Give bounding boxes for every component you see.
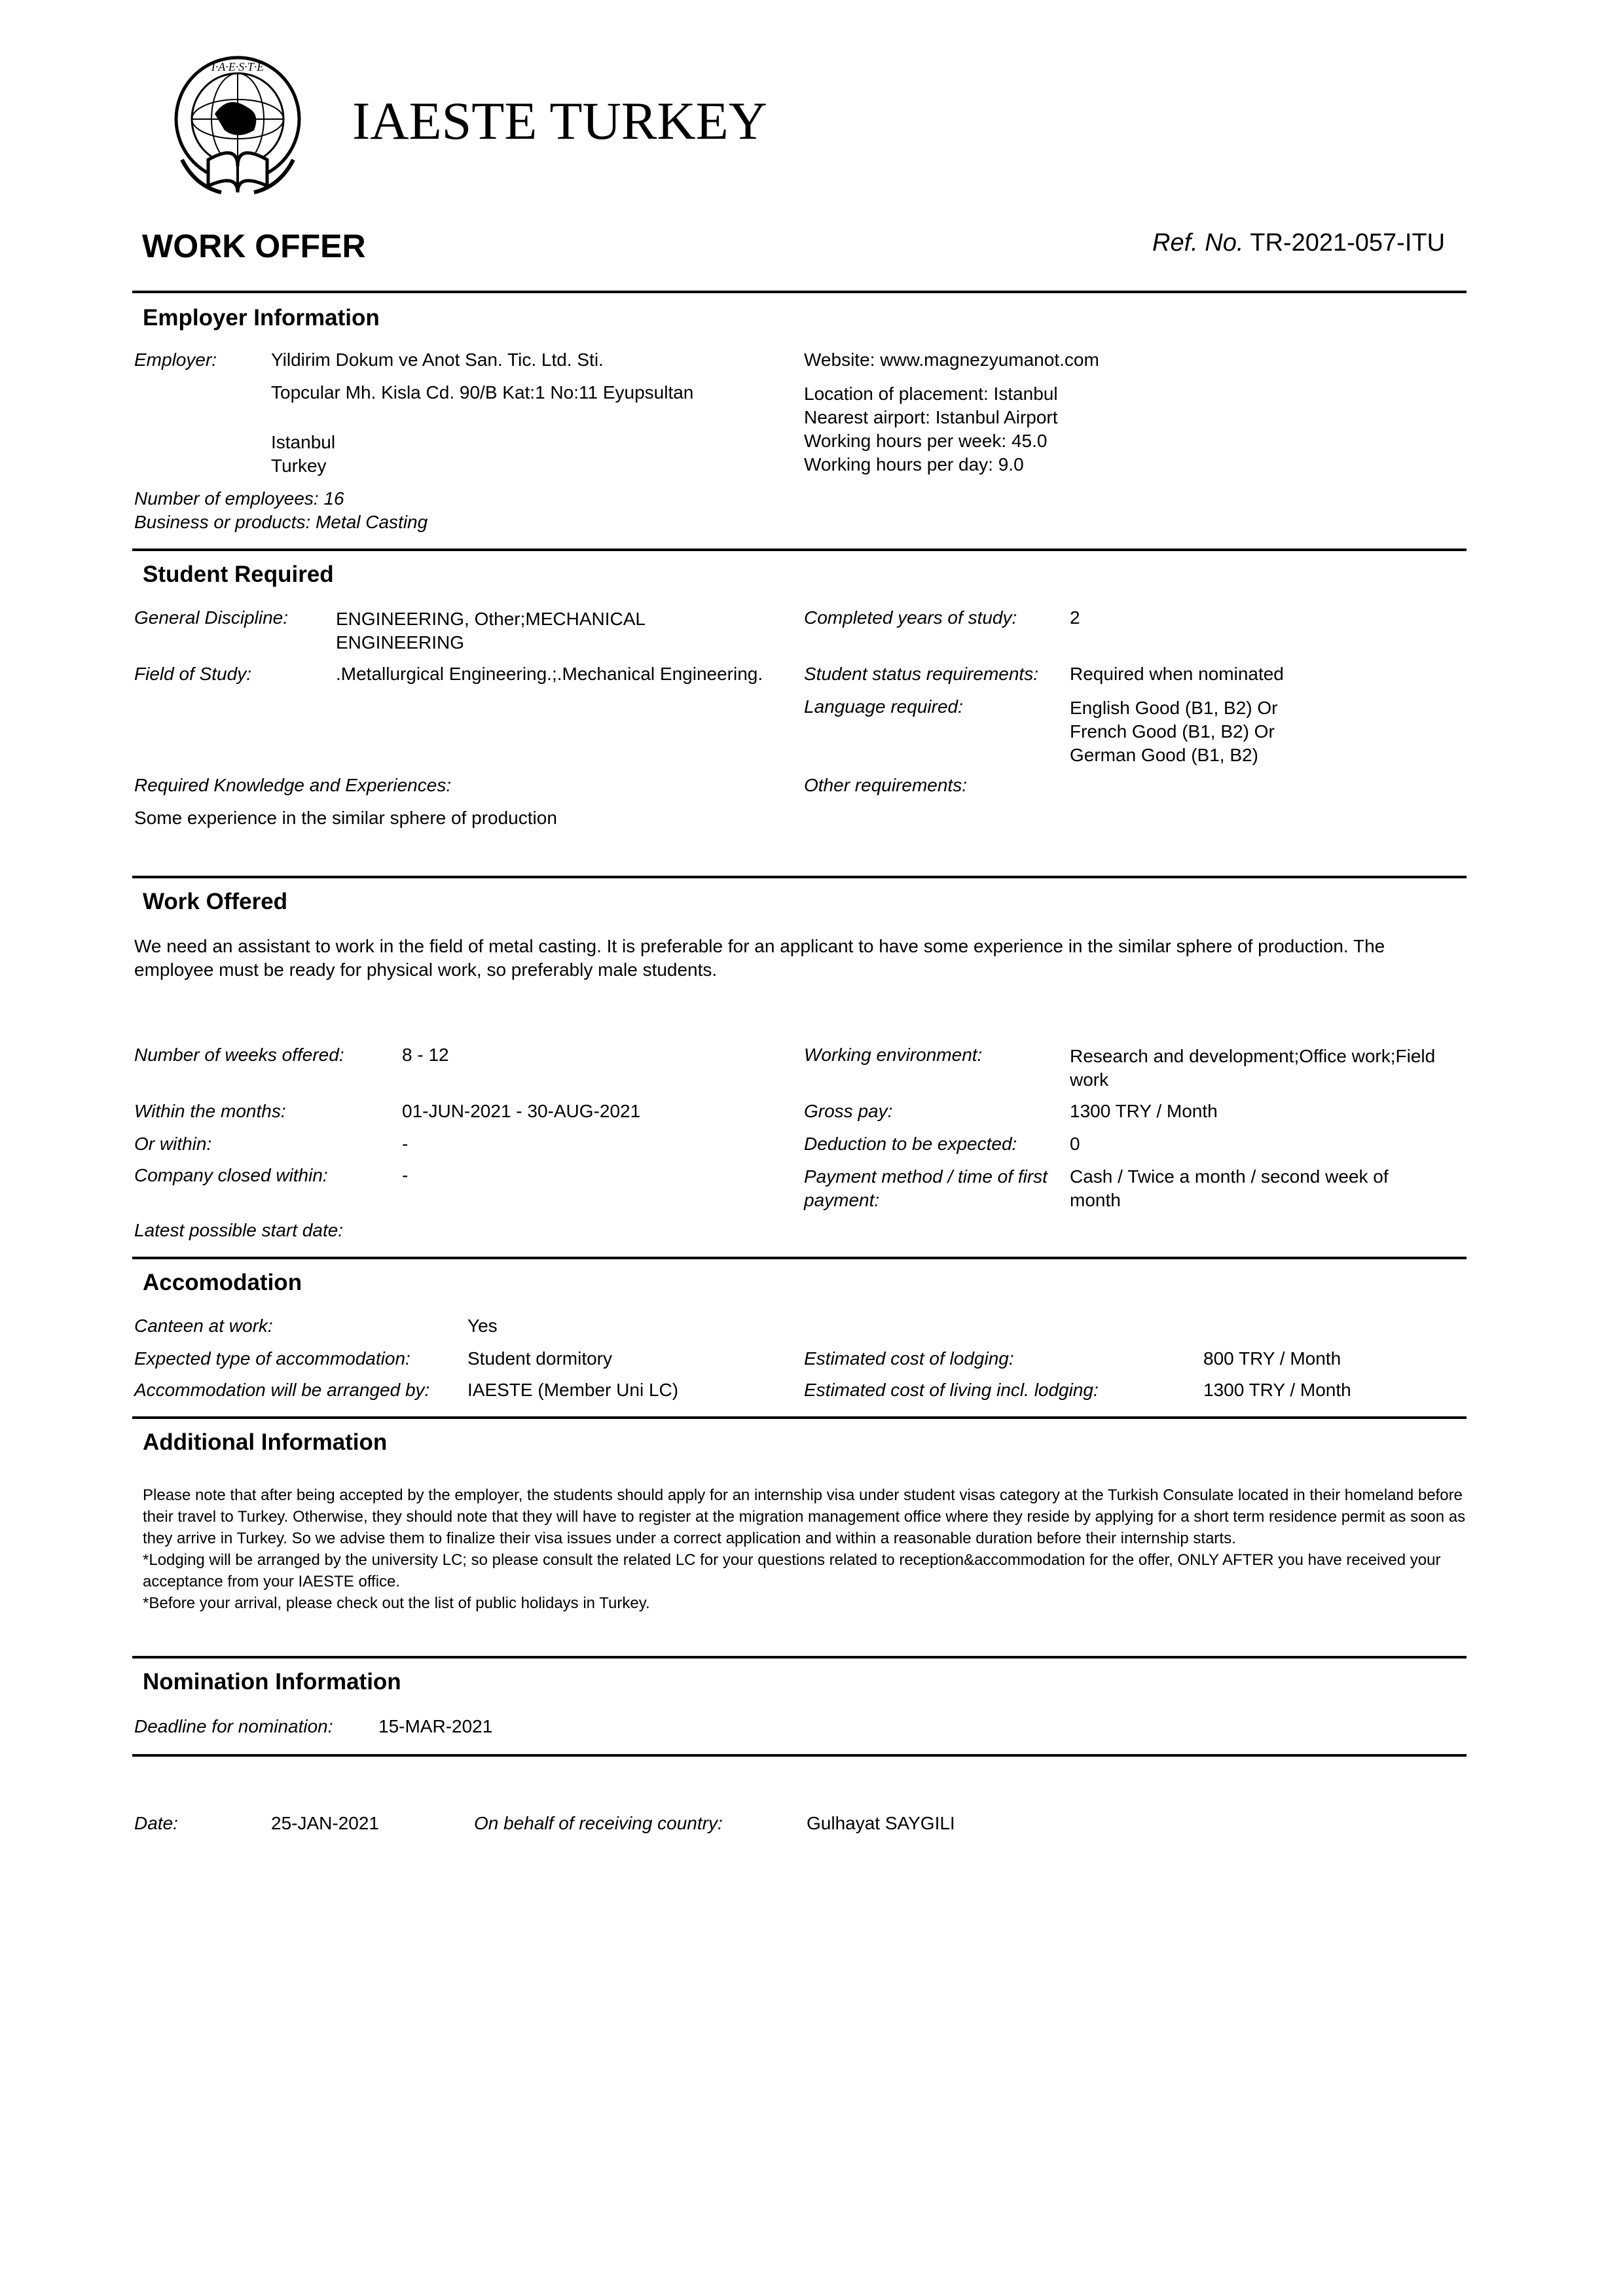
placement-location: Location of placement: Istanbul	[804, 384, 1058, 404]
or-within-label: Or within:	[134, 1134, 212, 1154]
org-name: IAESTE TURKEY	[352, 91, 767, 151]
closed-label: Company closed within:	[134, 1165, 328, 1185]
business-products: Business or products: Metal Casting	[134, 512, 428, 532]
environment-line: Research and development;Office work;Field	[1070, 1046, 1436, 1066]
months-value: 01-JUN-2021 - 30-AUG-2021	[402, 1101, 641, 1121]
living-cost-label: Estimated cost of living incl. lodging:	[804, 1380, 1099, 1400]
lodging-cost-label: Estimated cost of lodging:	[804, 1348, 1014, 1369]
environment-label: Working environment:	[804, 1045, 983, 1065]
other-requirements-label: Other requirements:	[804, 775, 967, 795]
section-title-student: Student Required	[143, 562, 334, 587]
hours-per-week: Working hours per week: 45.0	[804, 431, 1048, 451]
date-value: 25-JAN-2021	[271, 1813, 379, 1833]
signatory-name: Gulhayat SAYGILI	[807, 1813, 955, 1833]
svg-text:I·A·E·S·T·E: I·A·E·S·T·E	[211, 60, 264, 73]
employer-city: Istanbul	[271, 432, 336, 452]
latest-start-label: Latest possible start date:	[134, 1220, 344, 1240]
years-value: 2	[1070, 607, 1080, 628]
divider	[132, 1656, 1467, 1659]
additional-paragraph: Please note that after being accepted by the employer, the students should apply for an internship visa under student visas category at the Turkish Consulate located in their homeland before their travel to Turkey. Otherwise, they should note that they will have to register at the migration management office where they reside by applying for a short term residence permit as soon as they arrive in Turkey. So we advise them to finalize their visa issues under a correct application and within a reasonable duration before their internship starts.	[143, 1486, 1466, 1547]
deadline-value: 15-MAR-2021	[378, 1716, 493, 1736]
environment-value	[1070, 1045, 1435, 1092]
weeks-value: 8 - 12	[402, 1045, 449, 1065]
employer-website: Website: www.magnezyumanot.com	[804, 350, 1099, 370]
nearest-airport: Nearest airport: Istanbul Airport	[804, 407, 1058, 427]
arranged-by-value: IAESTE (Member Uni LC)	[467, 1380, 679, 1400]
knowledge-label: Required Knowledge and Experiences:	[134, 775, 452, 795]
discipline-line: ENGINEERING, Other;MECHANICAL	[336, 609, 646, 629]
canteen-label: Canteen at work:	[134, 1316, 273, 1336]
divider	[132, 1416, 1467, 1419]
employer-country: Turkey	[271, 456, 327, 476]
placement-details	[804, 382, 1058, 476]
date-label: Date:	[134, 1813, 178, 1833]
discipline-label: General Discipline:	[134, 607, 288, 628]
work-description: We need an assistant to work in the field of metal casting. It is preferable for an applicant to have some experience in the similar sphere of production. The employee must be ready for physical work, so preferably male students.	[134, 936, 1385, 980]
section-title-accommodation: Accomodation	[143, 1270, 302, 1295]
section-title-work: Work Offered	[143, 889, 288, 914]
divider	[132, 291, 1467, 293]
doc-title: WORK OFFER	[142, 228, 366, 264]
section-title-nomination: Nomination Information	[143, 1669, 401, 1695]
discipline-line: ENGINEERING	[336, 632, 465, 653]
section-title-employer: Employer Information	[143, 305, 380, 331]
divider	[132, 1257, 1467, 1259]
hours-per-day: Working hours per day: 9.0	[804, 454, 1024, 475]
closed-value: -	[402, 1165, 409, 1185]
status-label: Student status requirements:	[804, 664, 1038, 684]
behalf-label: On behalf of receiving country:	[474, 1813, 723, 1833]
payment-value	[1070, 1165, 1389, 1212]
additional-text	[143, 1484, 1467, 1614]
payment-label	[804, 1165, 1048, 1212]
living-cost-value: 1300 TRY / Month	[1203, 1380, 1351, 1400]
or-within-value: -	[402, 1134, 409, 1154]
deduction-value: 0	[1070, 1134, 1080, 1154]
divider	[132, 876, 1467, 878]
employer-label: Employer:	[134, 350, 217, 370]
employer-stats	[134, 487, 428, 534]
canteen-value: Yes	[467, 1316, 498, 1336]
divider	[132, 548, 1467, 551]
language-label: Language required:	[804, 696, 963, 717]
employer-name: Yildirim Dokum ve Anot San. Tic. Ltd. Sti.	[271, 350, 604, 370]
payment-label-line: Payment method / time of first	[804, 1166, 1048, 1187]
payment-line: Cash / Twice a month / second week of	[1070, 1166, 1389, 1187]
employer-address: Topcular Mh. Kisla Cd. 90/B Kat:1 No:11 Eyupsultan	[271, 382, 694, 403]
payment-line: month	[1070, 1190, 1121, 1210]
employer-city-block	[271, 431, 335, 478]
payment-label-line: payment:	[804, 1190, 880, 1210]
gross-pay-label: Gross pay:	[804, 1101, 893, 1121]
ref-label: Ref. No.	[1152, 229, 1244, 257]
divider	[132, 1754, 1467, 1757]
arranged-by-label: Accommodation will be arranged by:	[134, 1380, 430, 1400]
status-value: Required when nominated	[1070, 664, 1284, 684]
accommodation-type-value: Student dormitory	[467, 1348, 612, 1369]
gross-pay-value: 1300 TRY / Month	[1070, 1101, 1218, 1121]
globe-book-icon	[169, 55, 306, 200]
language-line: French Good (B1, B2) Or	[1070, 721, 1275, 742]
lodging-cost-value: 800 TRY / Month	[1203, 1348, 1341, 1369]
language-line: English Good (B1, B2) Or	[1070, 698, 1278, 718]
discipline-value	[336, 607, 646, 655]
field-label: Field of Study:	[134, 664, 251, 684]
deadline-label: Deadline for nomination:	[134, 1716, 333, 1736]
section-title-additional: Additional Information	[143, 1429, 388, 1455]
ref-value: TR-2021-057-ITU	[1250, 229, 1446, 257]
field-value: .Metallurgical Engineering.;.Mechanical Engineering.	[336, 664, 763, 684]
language-line: German Good (B1, B2)	[1070, 745, 1258, 765]
ref-number	[1152, 229, 1445, 257]
knowledge-value: Some experience in the similar sphere of production	[134, 808, 557, 828]
additional-paragraph: *Before your arrival, please check out the list of public holidays in Turkey.	[143, 1594, 650, 1612]
accommodation-type-label: Expected type of accommodation:	[134, 1348, 410, 1369]
additional-paragraph: *Lodging will be arranged by the university LC; so please consult the related LC for your questions related to reception&accommodation for the offer, ONLY AFTER you have received your acceptance from your IAESTE office.	[143, 1551, 1441, 1590]
iaeste-logo	[169, 55, 306, 200]
weeks-label: Number of weeks offered:	[134, 1045, 344, 1065]
deduction-label: Deduction to be expected:	[804, 1134, 1017, 1154]
years-label: Completed years of study:	[804, 607, 1017, 628]
language-value	[1070, 696, 1277, 767]
environment-line: work	[1070, 1069, 1109, 1090]
number-of-employees: Number of employees: 16	[134, 488, 344, 509]
months-label: Within the months:	[134, 1101, 286, 1121]
